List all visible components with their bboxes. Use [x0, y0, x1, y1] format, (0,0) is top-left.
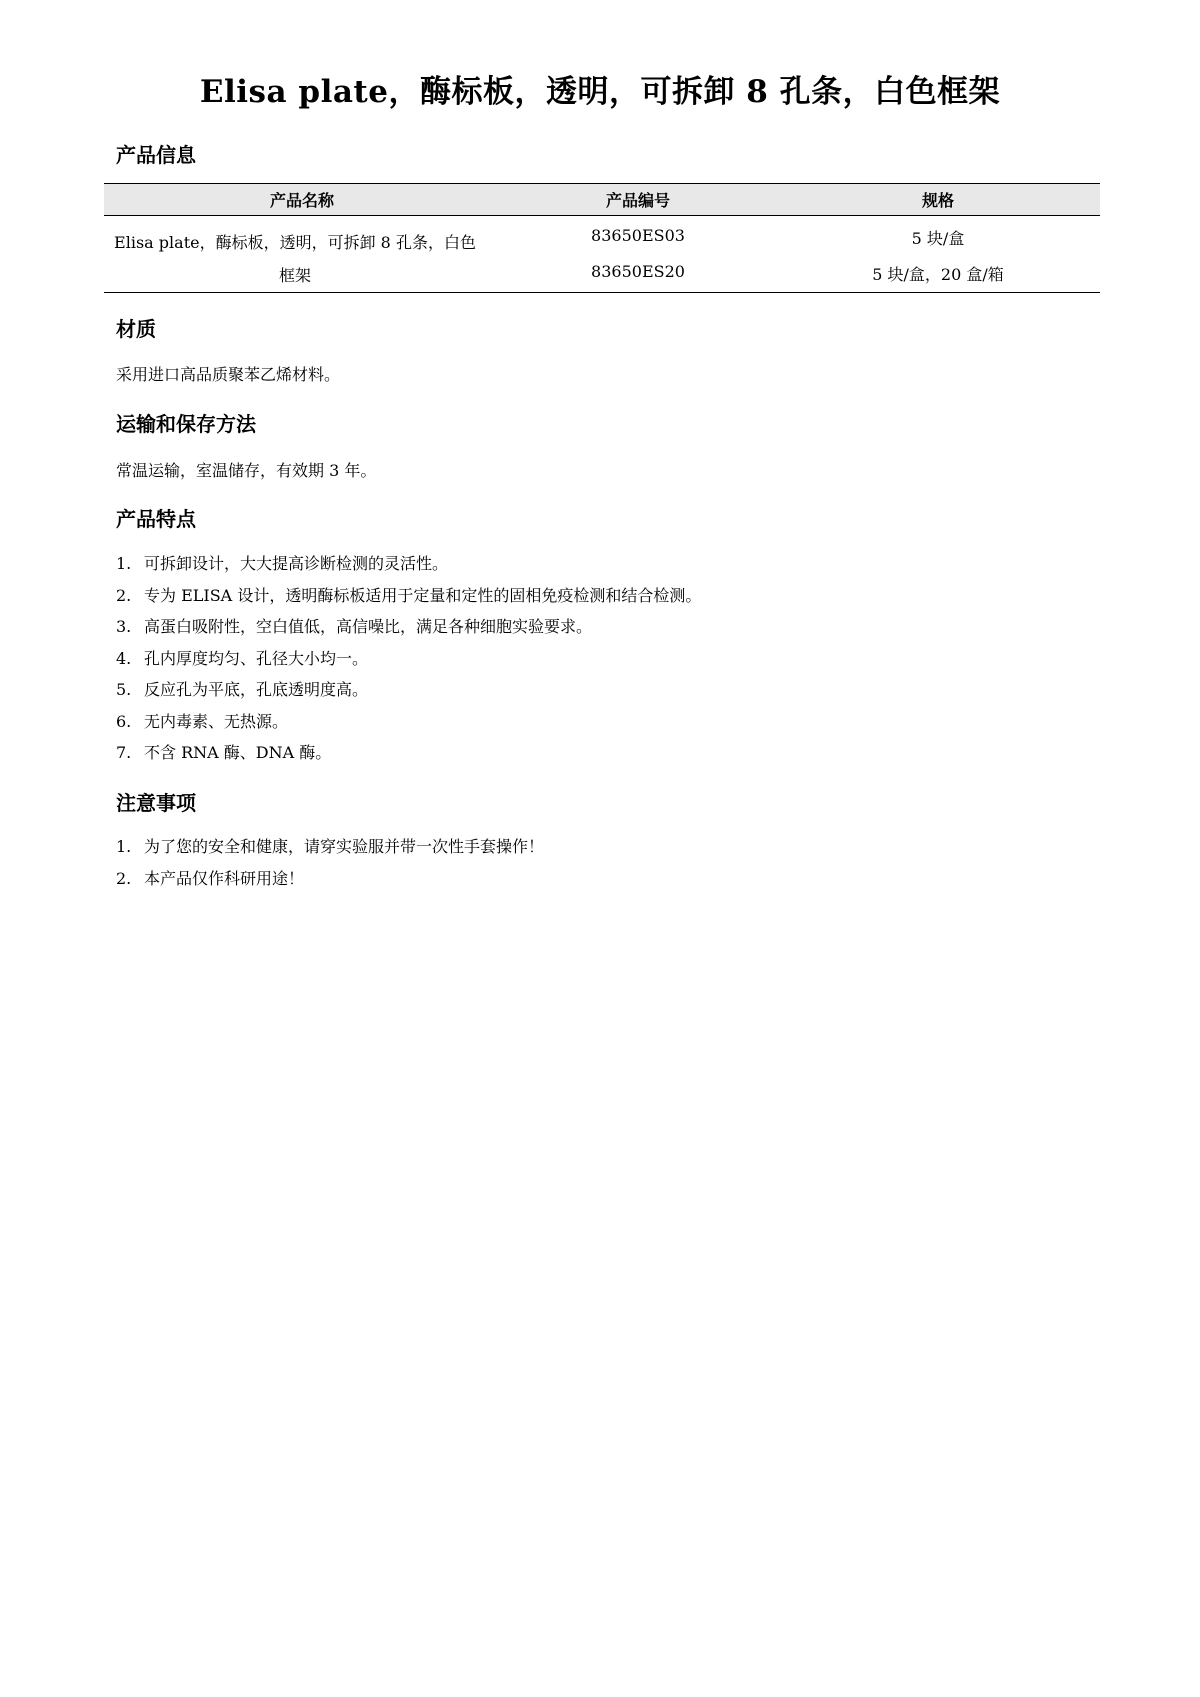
list-item-text: 本产品仅作科研用途！: [144, 868, 305, 888]
header-product-code: 产品编号: [605, 191, 670, 210]
list-item-number: 6.: [116, 711, 132, 731]
storage-heading: 运输和保存方法: [116, 412, 256, 436]
list-item: [116, 737, 701, 769]
list-item: [116, 706, 701, 738]
list-item-text: 高蛋白吸附性，空白值低，高信噪比，满足各种细胞实验要求。: [144, 617, 593, 636]
document-title: Elisa plate，酶标板，透明，可拆卸 8 孔条，白色框架: [199, 74, 1001, 110]
list-item: [116, 643, 701, 675]
list-item-number: 4.: [116, 648, 132, 668]
notes-list: [116, 831, 544, 894]
list-item: [116, 863, 544, 895]
features-list: [116, 548, 701, 769]
list-item: [116, 674, 701, 706]
list-item: [116, 831, 544, 863]
list-item-text: 可拆卸设计，大大提高诊断检测的灵活性。: [144, 554, 449, 573]
storage-text: 常温运输，室温储存，有效期 3 年。: [116, 461, 377, 480]
features-heading: 产品特点: [116, 507, 196, 531]
list-item: [116, 611, 701, 643]
list-item-number: 2.: [116, 868, 132, 888]
table-body: [104, 216, 1100, 292]
list-item-number: 1.: [116, 554, 132, 573]
cell-code-row-1: 83650ES03: [591, 226, 685, 245]
cell-product-name: Elisa plate，酶标板，透明，可拆卸 8 孔条，白色框架: [114, 233, 476, 285]
cell-spec-row-1: 5 块/盒: [911, 229, 965, 248]
notes-heading: 注意事项: [116, 791, 196, 815]
material-heading: 材质: [116, 317, 156, 341]
list-item-text: 反应孔为平底，孔底透明度高。: [144, 680, 369, 699]
list-item-text: 不含 RNA 酶、DNA 酶。: [144, 743, 332, 762]
material-text: 采用进口高品质聚苯乙烯材料。: [116, 365, 341, 384]
list-item-number: 5.: [116, 680, 132, 699]
cell-code-row-2: 83650ES20: [591, 262, 685, 281]
table-header-row: [104, 184, 1100, 215]
list-item-number: 7.: [116, 743, 132, 762]
list-item-number: 2.: [116, 585, 132, 605]
product-table: [104, 183, 1100, 293]
header-product-name: 产品名称: [269, 191, 334, 210]
list-item: [116, 580, 701, 612]
list-item: [116, 548, 701, 580]
list-item-number: 1.: [116, 837, 132, 856]
list-item-text: 孔内厚度均匀、孔径大小均一。: [144, 648, 369, 668]
product-info-heading: 产品信息: [116, 143, 196, 167]
list-item-text: 专为 ELISA 设计，透明酶标板适用于定量和定性的固相免疫检测和结合检测。: [144, 585, 702, 605]
table-bottom-rule: [104, 292, 1100, 293]
cell-spec-row-2: 5 块/盒，20 盒/箱: [872, 265, 1004, 284]
header-spec: 规格: [921, 191, 954, 210]
list-item-text: 为了您的安全和健康，请穿实验服并带一次性手套操作！: [144, 837, 545, 856]
list-item-number: 3.: [116, 617, 132, 636]
list-item-text: 无内毒素、无热源。: [144, 711, 289, 731]
